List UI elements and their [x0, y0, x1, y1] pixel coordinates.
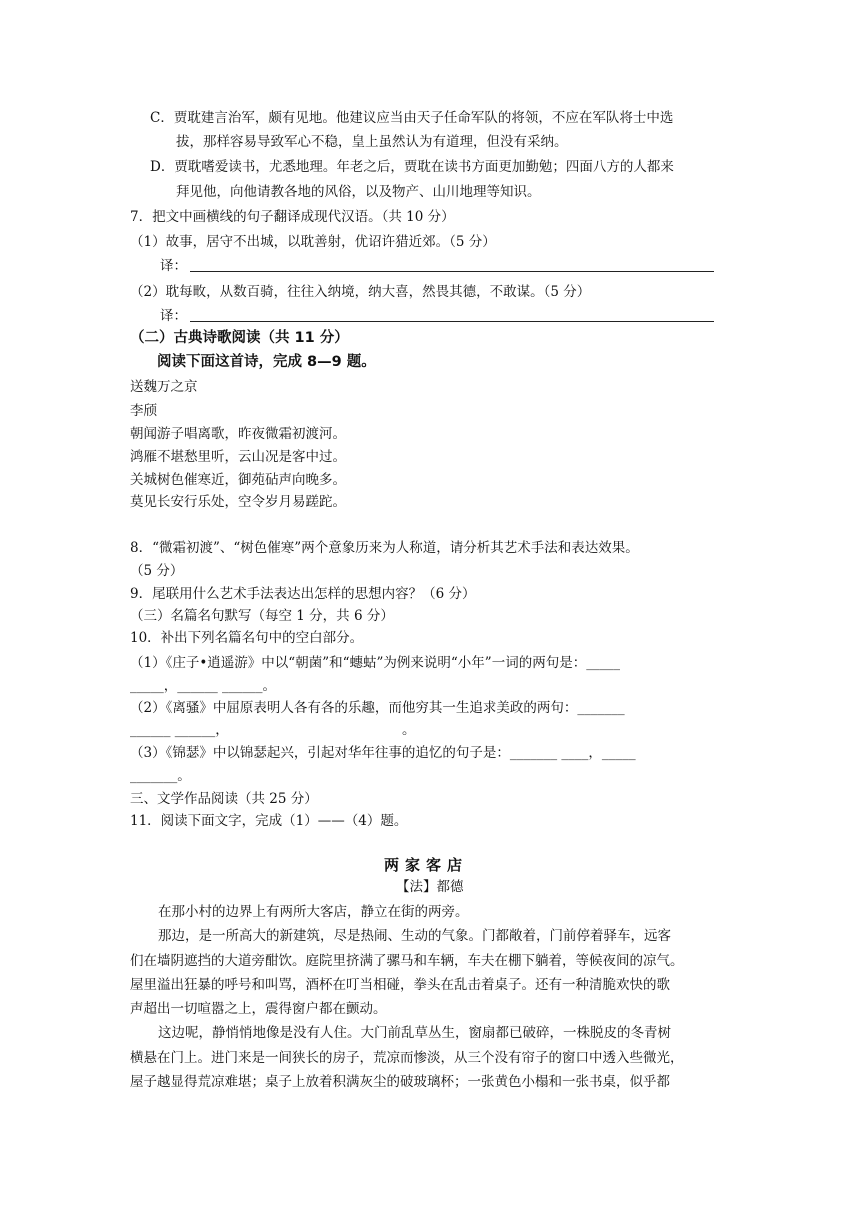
option-c-line1: C．贾耽建言治军，颇有见地。他建议应当由天子任命军队的将领，不应在军队将士中选: [150, 110, 674, 126]
story-title: 两家客店: [384, 856, 469, 874]
q10-item-2-line-2: ______ ______，: [130, 722, 229, 738]
section-2-heading: （二）古典诗歌阅读（共 11 分）: [130, 330, 349, 346]
q7-answer-line-2: [190, 321, 714, 322]
option-d-line2: 拜见他，向他请教各地的风俗，以及物产、山川地理等知识。: [176, 184, 541, 200]
q7-answer-line-1: [190, 271, 714, 272]
q10-stem: 10．补出下列名篇名句中的空白部分。: [130, 630, 364, 646]
q10-item-2-line-1: （2）《离骚》中屈原表明人各有各的乐趣，而他穷其一生追求美政的两句：_______: [130, 700, 625, 716]
q10-item-3-line-2: _______。: [130, 768, 191, 784]
part-3-heading: 三、文学作品阅读（共 25 分）: [130, 791, 318, 807]
story-p2-line-2: 们在墙阴遮挡的大道旁酣饮。庭院里挤满了骡马和车辆，车夫在棚下躺着，等候夜间的凉气。: [130, 953, 684, 969]
q10-item-3-line-1: （3）《锦瑟》中以锦瑟起兴，引起对华年往事的追忆的句子是：_______ ____，_____: [130, 745, 636, 761]
q7-translate-label-1: 译：: [160, 258, 187, 274]
q11-stem: 11．阅读下面文字，完成（1）——（4）题。: [130, 813, 408, 829]
option-c-line2: 拔，那样容易导致军心不稳，皇上虽然认为有道理，但没有采纳。: [176, 134, 568, 150]
story-p3-line-2: 横悬在门上。进门来是一间狭长的房子，荒凉而惨淡，从三个没有帘子的窗口中透入些微光，: [130, 1050, 684, 1066]
story-p3-line-3: 屋子越显得荒凉难堪；桌子上放着积满灰尘的破玻璃杯；一张黄色小榻和一张书桌，似乎都: [130, 1074, 670, 1090]
q8-line-1: 8．“微霜初渡”、“树色催寒”两个意象历来为人称道，请分析其艺术手法和表达效果。: [130, 540, 639, 556]
poem-title: 送魏万之京: [130, 379, 198, 395]
q10-item-1-line-2: _____，______ ______。: [130, 678, 277, 694]
q7-sentence-1: （1）故事，居守不出城，以耽善射，优诏许猎近郊。（5 分）: [130, 234, 496, 250]
poem-author: 李颀: [130, 403, 157, 419]
section-3-heading: （三）名篇名句默写（每空 1 分，共 6 分）: [130, 608, 394, 624]
q7-stem: 7．把文中画横线的句子翻译成现代汉语。（共 10 分）: [130, 209, 455, 225]
q10-item-1-line-1: （1）《庄子•逍遥游》中以“朝菌”和“蟪蛄”为例来说明“小年”一词的两句是：_____: [130, 655, 620, 671]
option-d-line1: D．贾耽嗜爱读书，尤悉地理。年老之后，贾耽在读书方面更加勤勉；四面八方的人都来: [150, 159, 674, 175]
q8-line-2: （5 分）: [130, 563, 184, 579]
story-p2-line-1: 那边，是一所高大的新建筑，尽是热闹、生动的气象。门都敞着，门前停着驿车，远客: [158, 928, 671, 944]
story-p2-line-3: 屋里溢出狂暴的呼号和叫骂，酒杯在叮当相碰，拳头在乱击着桌子。还有一种清脆欢快的歌: [130, 977, 670, 993]
poem-line-4: 莫见长安行乐处，空令岁月易蹉跎。: [130, 494, 346, 510]
poem-line-1: 朝闻游子唱离歌，昨夜微霜初渡河。: [130, 426, 346, 442]
q9-text: 9．尾联用什么艺术手法表达出怎样的思想内容？（6 分）: [130, 586, 476, 602]
section-2-instruction: 阅读下面这首诗，完成 8—9 题。: [157, 354, 376, 370]
story-p3-line-1: 这边呢，静悄悄地像是没有人住。大门前乱草丛生，窗扇都已破碎，一株脱皮的冬青树: [158, 1025, 671, 1041]
story-byline: 【法】都德: [396, 879, 464, 895]
poem-line-3: 关城树色催寒近，御苑砧声向晚多。: [130, 472, 346, 488]
story-paragraph-1: 在那小村的边界上有两所大客店，静立在街的两旁。: [158, 904, 469, 920]
q7-sentence-2: （2）耽每畋，从数百骑，往往入纳境，纳大喜，然畏其德，不敢谋。（5 分）: [130, 284, 591, 300]
poem-line-2: 鸿雁不堪愁里听，云山况是客中过。: [130, 449, 346, 465]
story-p2-line-4: 声超出一切喧嚣之上，震得窗户都在颤动。: [130, 1001, 387, 1017]
q10-item-2-line-2-end: 。: [402, 722, 416, 738]
q7-translate-label-2: 译：: [160, 308, 187, 324]
